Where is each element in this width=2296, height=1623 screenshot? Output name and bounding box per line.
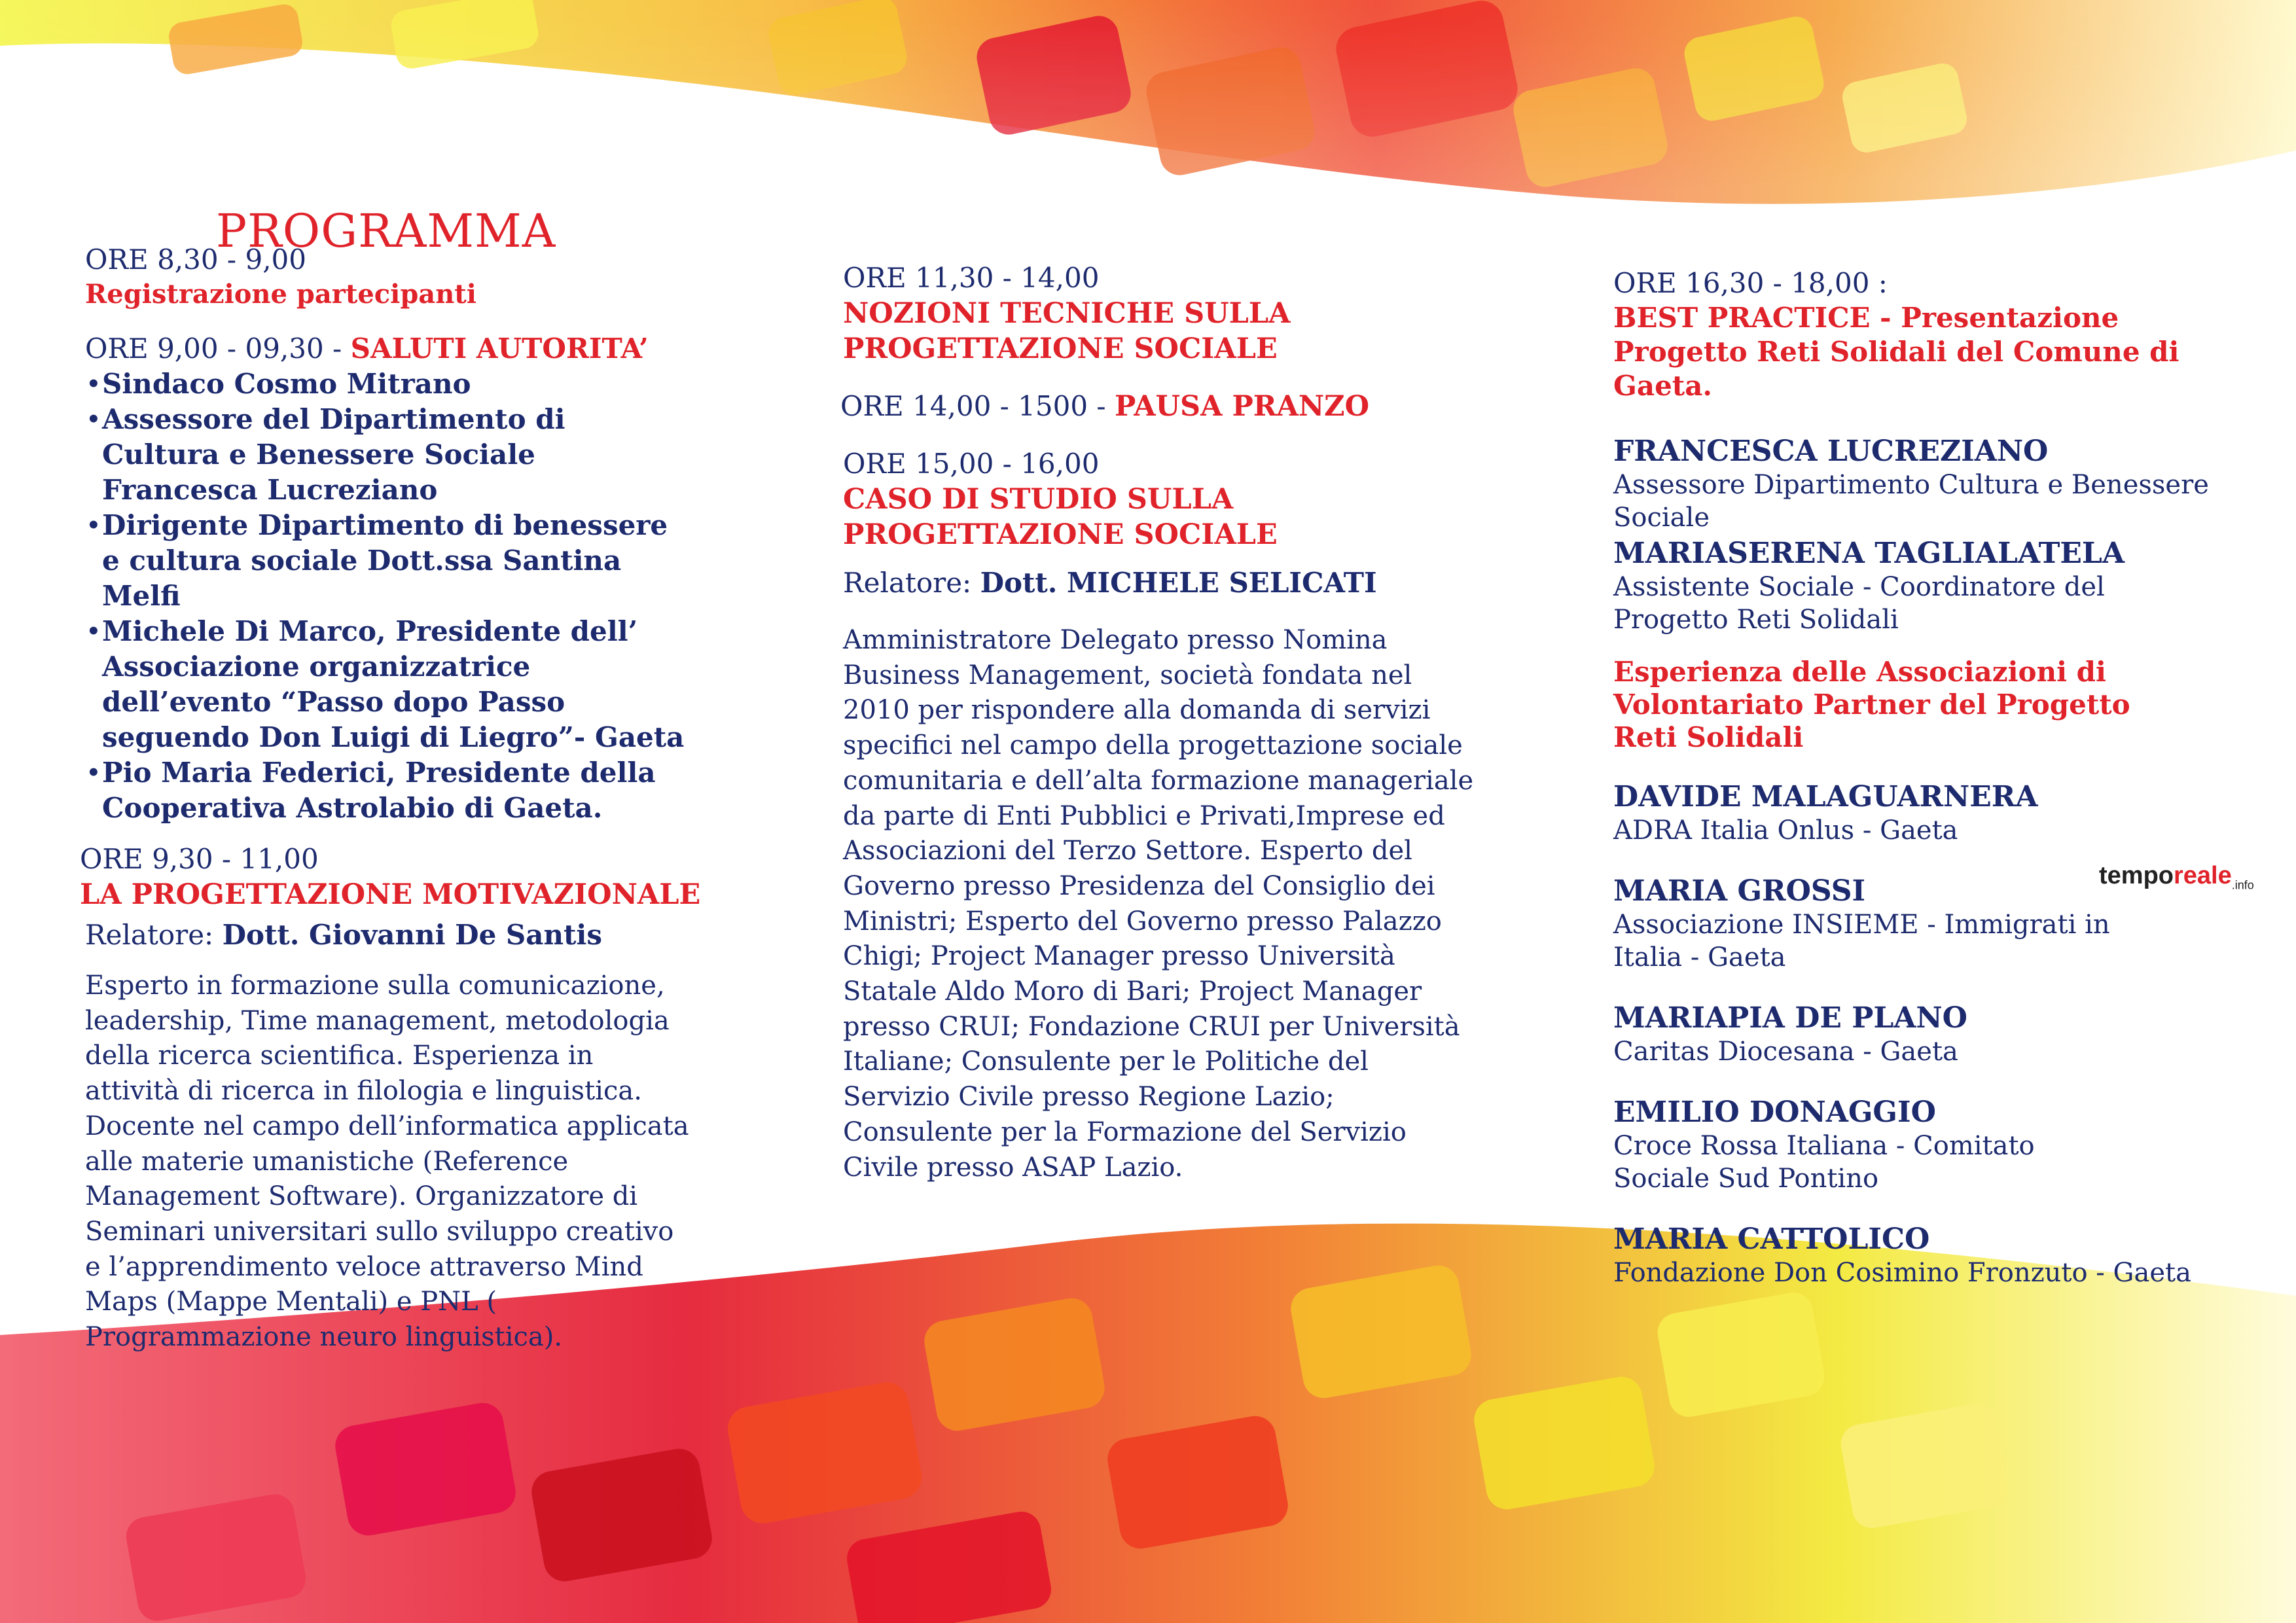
speaker-role: Assistente Sociale - Coordinatore del Progetto Reti Solidali — [1613, 572, 2105, 635]
page-title: PROGRAMMA — [216, 204, 556, 258]
speaker-name: MARIA GROSSI — [1613, 874, 1866, 908]
speaker-line — [843, 565, 1484, 601]
speaker-name: FRANCESCA LUCREZIANO — [1613, 435, 2049, 468]
speaker-role: Associazione INSIEME - Immigrati in Italia - Gaeta — [1613, 910, 2110, 972]
column-left — [80, 242, 740, 1355]
speaker-name: DAVIDE MALAGUARNERA — [1613, 780, 2038, 813]
session-time: ORE 9,30 - 11,00 — [80, 843, 319, 875]
session-title: SALUTI AUTORITA’ — [350, 332, 649, 365]
speaker-line — [85, 918, 740, 953]
session-heading — [840, 389, 1484, 424]
speaker-item — [1613, 537, 2242, 636]
session-time: ORE 9,00 - 09,30 - — [85, 332, 351, 365]
speaker-bio: Esperto in formazione sulla comunicazione, leadership, Time management, metodologia della ricerca scientifica. Esperienza in attività di ricerca in filologia e linguistica. Docente nel campo dell’informatica applicata alle materie umanistiche (Reference Management Software). Organizzatore di Seminari universitari sullo sviluppo creativo e l’apprendimento veloce attraverso Mind Maps (Mappe Mentali) e PNL ( Programmazione neuro linguistica). — [85, 971, 689, 1353]
speaker-name: EMILIO DONAGGIO — [1613, 1096, 1936, 1129]
speaker-label: Relatore: — [85, 919, 223, 951]
speaker-item — [1613, 1001, 2242, 1068]
best-practice-sub: - Presentazione — [1870, 302, 2119, 334]
session-title: CASO DI STUDIO SULLA PROGETTAZIONE SOCIALE — [843, 483, 1278, 551]
speaker-label: Relatore: — [843, 567, 980, 599]
speaker-name: MARIASERENA TAGLIALATELA — [1613, 537, 2125, 570]
list-item: • Dirigente Dipartimento di benessere e cultura sociale Dott.ssa Santina Melfi — [85, 508, 687, 614]
session-time: ORE 15,00 - 16,00 — [843, 448, 1100, 480]
best-practice-label: BEST PRACTICE — [1613, 302, 1871, 334]
column-right — [1613, 266, 2242, 1289]
speaker-name: MARIAPIA DE PLANO — [1613, 1001, 1967, 1035]
authorities-list — [85, 366, 687, 826]
speaker-role: Assessore Dipartimento Cultura e Benessere Sociale — [1613, 470, 2209, 533]
speaker-role: Fondazione Don Cosimino Fronzuto - Gaeta — [1613, 1258, 2191, 1288]
speaker-name: Dott. Giovanni De Santis — [222, 919, 602, 951]
list-item: • Sindaco Cosmo Mitrano — [85, 366, 687, 402]
session-title: LA PROGETTAZIONE MOTIVAZIONALE — [80, 878, 701, 911]
session-title: Registrazione partecipanti — [85, 279, 476, 310]
session-title — [1613, 301, 2242, 335]
session-title: PAUSA PRANZO — [1114, 390, 1370, 423]
speaker-item — [1613, 435, 2242, 534]
session-time: ORE 16,30 - 18,00 : — [1613, 267, 1888, 299]
session-heading — [85, 331, 740, 366]
speaker-item — [1613, 1222, 2242, 1289]
list-item: • Michele Di Marco, Presidente dell’ Associazione organizzatrice dell’evento “Passo dopo Passo seguendo Don Luigi di Liegro”- Gaeta — [85, 614, 687, 755]
column-middle — [840, 260, 1484, 1185]
session-time: ORE 8,30 - 9,00 — [85, 243, 306, 276]
temporeale-logo: temporeale$_{.info}$ — [2099, 862, 2254, 892]
list-item: • Assessore del Dipartimento di Cultura e Benessere Sociale Francesca Lucreziano — [85, 402, 687, 508]
speaker-item — [1613, 1096, 2242, 1195]
list-item: • Pio Maria Federici, Presidente della Cooperativa Astrolabio di Gaeta. — [85, 755, 687, 826]
speaker-role: Croce Rossa Italiana - Comitato Sociale Sud Pontino — [1613, 1131, 2035, 1194]
speaker-name: Dott. MICHELE SELICATI — [980, 567, 1377, 599]
speaker-bio: Amministratore Delegato presso Nomina Business Management, società fondata nel 2010 per rispondere alla domanda di servizi specifici nel campo della progettazione sociale comunitaria e dell’alta formazione manageriale da parte di Enti Pubblici e Privati,Imprese ed Associazioni del Terzo Settore. Esperto del Governo presso Presidenza del Consiglio dei Ministri; Esperto del Governo presso Palazzo Chigi; Project Manager presso Università Statale Aldo Moro di Bari; Project Manager presso CRUI; Fondazione CRUI per Università Italiane; Consulente per le Politiche del Servizio Civile presso Regione Lazio; Consulente per la Formazione del Servizio Civile presso ASAP Lazio. — [843, 625, 1474, 1183]
speaker-name: MARIA CATTOLICO — [1613, 1222, 1930, 1256]
speaker-role: Caritas Diocesana - Gaeta — [1613, 1037, 1958, 1067]
session-subtitle: Progetto Reti Solidali del Comune di Gaeta. — [1613, 336, 2179, 402]
session-time: ORE 14,00 - 1500 - — [840, 390, 1115, 422]
speaker-item — [1613, 780, 2242, 847]
associations-title: Esperienza delle Associazioni di Volontariato Partner del Progetto Reti Solidali — [1613, 656, 2130, 753]
speaker-role: ADRA Italia Onlus - Gaeta — [1613, 815, 1958, 846]
session-time: ORE 11,30 - 14,00 — [843, 262, 1100, 294]
session-title: NOZIONI TECNICHE SULLA PROGETTAZIONE SOCIALE — [843, 297, 1291, 365]
